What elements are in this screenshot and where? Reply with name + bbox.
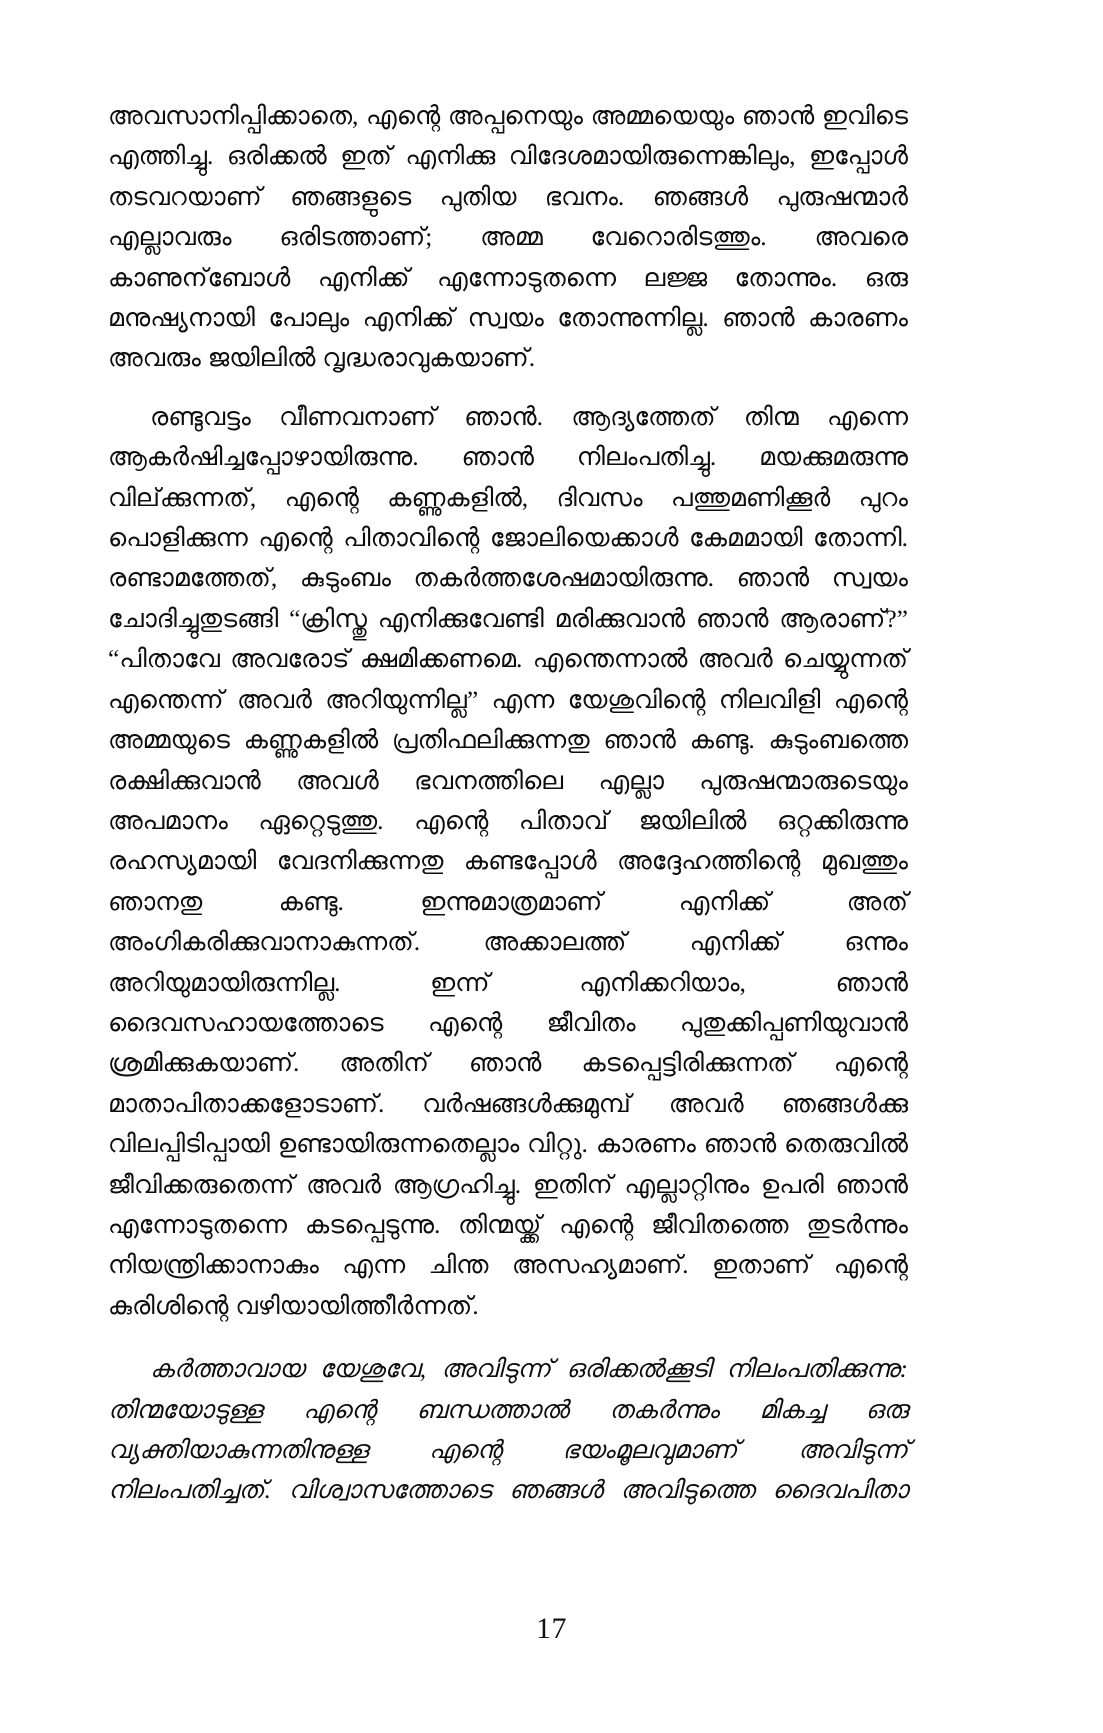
body-paragraph-2: രണ്ടുവട്ടം വീണവനാണ് ഞാൻ. ആദ്യത്തേത് തിന്മ എന്നെ ആകർഷിച്ചപ്പോഴായിരുന്നു. ഞാൻ നിലംപതിച്ചു. മയക്കുമരുന്നു വില്‌ക്കുന്നത്, എന്റെ കണ്ണുകളിൽ, ദിവസം പത്തുമണിക്കൂർ പുറം പൊളിക്കുന്ന എന്റെ പിതാവിന്റെ ജോലിയെക്കാൾ കേമമായി തോന്നി. രണ്ടാമത്തേത്, കുടുംബം തകർത്തശേഷമായിരുന്നു. ഞാൻ സ്വയം ചോദിച്ചുതുടങ്ങി “ക്രിസ്തു എനിക്കുവേണ്ടി മരിക്കുവാൻ ഞാൻ ആരാണ്?” “പിതാവേ അവരോട് ക്ഷമിക്കണമെ. എന്തെന്നാൽ അവർ ചെയ്യുന്നത് എന്തെന്ന് അവർ അറിയുന്നില്ല” എന്ന യേശുവിന്റെ നിലവിളി എന്റെ അമ്മയുടെ കണ്ണുകളിൽ പ്രതിഫലിക്കുന്നതു ഞാൻ കണ്ടു. കുടുംബത്തെ രക്ഷിക്കുവാൻ അവൾ ഭവനത്തിലെ എല്ലാ പുരുഷന്മാരുടെയും അപമാനം ഏറ്റെടുത്തു. എന്റെ പിതാവ് ജയിലിൽ ഒറ്റക്കിരുന്നു രഹസ്യമായി വേദനിക്കുന്നതു കണ്ടപ്പോൾ അദ്ദേഹത്തിന്റെ മുഖത്തും ഞാനതു കണ്ടു. ഇന്നുമാത്രമാണ് എനിക്ക് അത് അംഗികരിക്കുവാനാകുന്നത്. അക്കാലത്ത് എനിക്ക് ഒന്നും അറിയുമായിരുന്നില്ല. ഇന്ന് എനിക്കറിയാം, ഞാൻ ദൈവസഹായത്തോടെ എന്റെ ജീവിതം പുതുക്കിപ്പണിയുവാൻ ശ്രമിക്കുകയാണ്. അതിന് ഞാൻ കടപ്പെട്ടിരിക്കുന്നത് എന്റെ മാതാപിതാക്കളോടാണ്. വർഷങ്ങൾക്കുമുമ്പ് അവർ ഞങ്ങൾക്കു വിലപ്പിടിപ്പായി ഉണ്ടായിരുന്നതെല്ലാം വിറ്റു. കാരണം ഞാൻ തെരുവിൽ ജീവിക്കരുതെന്ന് അവർ ആഗ്രഹിച്ചു. ഇതിന് എല്ലാറ്റിനും ഉപരി ഞാൻ എന്നോടുതന്നെ കടപ്പെടുന്നു. തിന്മയ്ക്ക് എന്റെ ജീവിതത്തെ തുടർന്നും നിയന്ത്രിക്കാനാകും എന്ന ചിന്ത അസഹ്യമാണ്. ഇതാണ് എന്റെ കുരിശിന്റെ വഴിയായിത്തീർന്നത്. <box>108 401 908 1320</box>
page-text-column <box>108 96 908 1552</box>
page-number: 17 <box>536 1612 567 1645</box>
body-paragraph-1: അവസാനിപ്പിക്കാതെ, എന്റെ അപ്പനെയും അമ്മയെയും ഞാൻ ഇവിടെ എത്തിച്ചു. ഒരിക്കൽ ഇത് എനിക്കു വിദേശമായിരുന്നെങ്കിലും, ഇപ്പോൾ തടവറയാണ് ഞങ്ങളുടെ പുതിയ ഭവനം. ഞങ്ങൾ പുരുഷന്മാർ എല്ലാവരും ഒരിടത്താണ്; അമ്മ വേറൊരിടത്തും. അവരെ കാണുന്‌ബോൾ എനിക്ക് എന്നോടുതന്നെ ലജ്ജ തോന്നും. ഒരു മനുഷ്യനായി പോലും എനിക്ക് സ്വയം തോന്നുന്നില്ല. ഞാൻ കാരണം അവരും ജയിലിൽ വൃദ്ധരാവുകയാണ്. <box>108 101 908 373</box>
body-paragraph-3-prayer: കർത്താവായ യേശുവേ, അവിടുന്ന് ഒരിക്കൽക്കൂടി നിലംപതിക്കുന്നു: തിന്മയോടുള്ള എന്റെ ബന്ധത്താൽ തകർന്നും മികച്ച ഒരു വ്യക്തിയാകുന്നതിനുള്ള എന്റെ ഭയംമൂലവുമാണ് അവിടുന്ന് നിലംപതിച്ചത്. വിശ്വാസത്തോടെ ഞങ്ങൾ അവിടുത്തെ ദൈവപിതാ <box>108 1356 908 1505</box>
